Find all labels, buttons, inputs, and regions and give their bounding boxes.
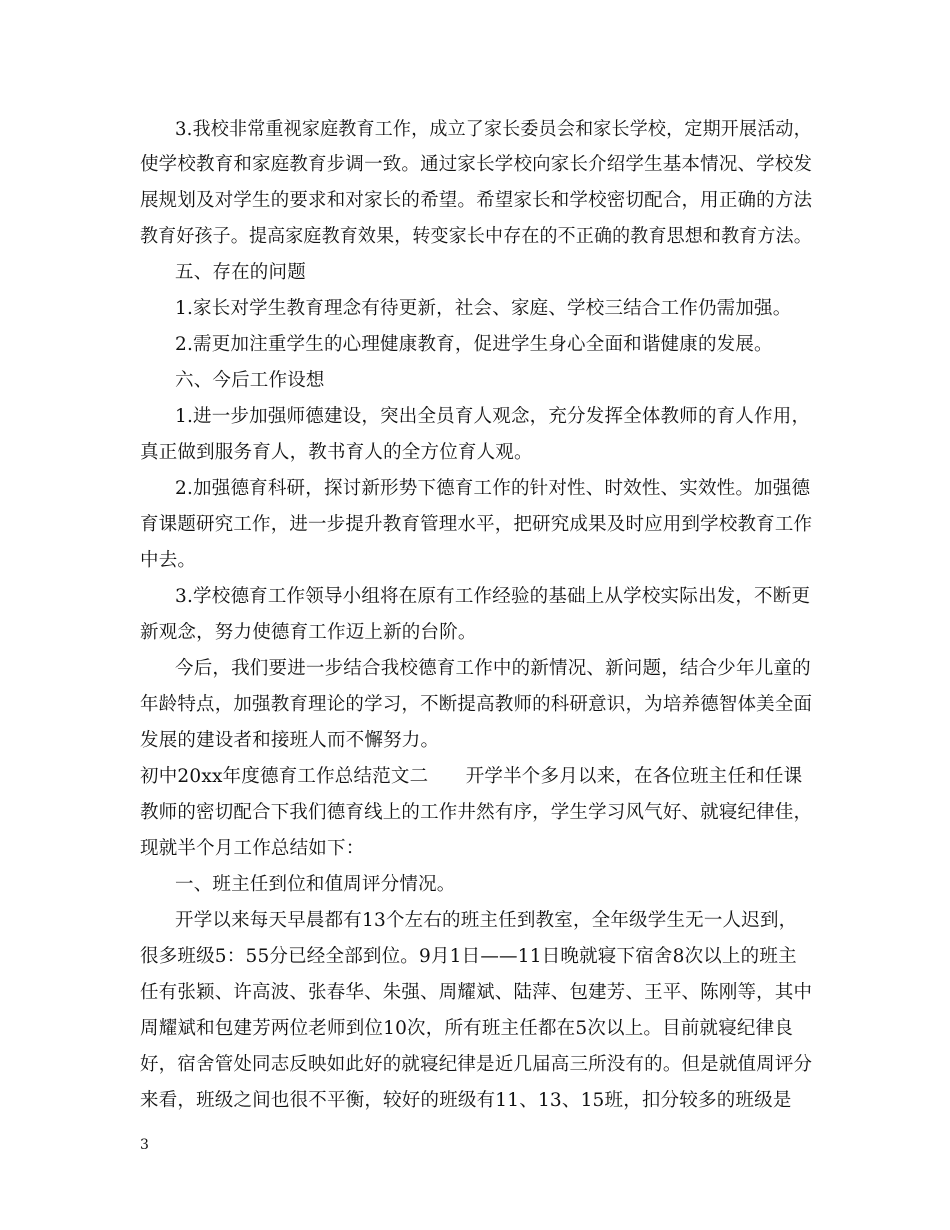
text-line: 展规划及对学生的要求和对家长的希望。希望家长和学校密切配合，用正确的方法 [140,190,813,211]
section-heading: 一、班主任到位和值周评分情况。 [175,874,456,895]
text-line: 1.家长对学生教育理念有待更新，社会、家庭、学校三结合工作仍需加强。 [175,298,792,319]
text-line: 中去。 [140,550,197,571]
text-line: 今后，我们要进一步结合我校德育工作中的新情况、新问题，结合少年儿童的 [175,658,811,679]
text-line: 使学校教育和家庭教育步调一致。通过家长学校向家长介绍学生基本情况、学校发 [140,154,813,175]
text-line: 2.需更加注重学生的心理健康教育，促进学生身心全面和谐健康的发展。 [175,334,773,355]
text-line: 3.我校非常重视家庭教育工作，成立了家长委员会和家长学校，定期开展活动， [175,119,812,140]
section-heading: 五、存在的问题 [175,262,306,283]
text-line: 发展的建设者和接班人而不懈努力。 [140,730,440,751]
text-line: 真正做到服务育人，教书育人的全方位育人观。 [140,442,533,463]
text-line: 年龄特点，加强教育理论的学习，不断提高教师的科研意识，为培养德智体美全面 [140,694,813,715]
article-title-line: 初中20xx年度德育工作总结范文二 开学半个多月以来，在各位班主任和任课 [140,766,803,787]
text-line: 很多班级5：55分已经全部到位。9月1日——11日晚就寝下宿舍8次以上的班主 [140,946,797,967]
page-number: 3 [140,1137,149,1153]
text-line: 周耀斌和包建芳两位老师到位10次，所有班主任都在5次以上。目前就寝纪律良 [140,1018,794,1039]
text-line: 新观念，努力使德育工作迈上新的台阶。 [140,622,477,643]
text-line: 教育好孩子。提高家庭教育效果，转变家长中存在的不正确的教育思想和教育方法。 [140,226,812,247]
text-line: 好，宿舍管处同志反映如此好的就寝纪律是近几届高三所没有的。但是就值周评分 [140,1054,813,1075]
text-line: 2.加强德育科研，探讨新形势下德育工作的针对性、时效性、实效性。加强德 [175,478,811,499]
text-line: 来看，班级之间也很不平衡，较好的班级有11、13、15班，扣分较多的班级是 [140,1090,792,1111]
text-line: 育课题研究工作，进一步提升教育管理水平，把研究成果及时应用到学校教育工作 [140,514,813,535]
text-line: 1.进一步加强师德建设，突出全员育人观念，充分发挥全体教师的育人作用， [175,406,811,427]
text-line: 任有张颖、许高波、张春华、朱强、周耀斌、陆萍、包建芳、王平、陈刚等，其中 [140,982,813,1003]
text-line: 现就半个月工作总结如下： [140,838,365,859]
text-line: 开学以来每天早晨都有13个左右的班主任到教室，全年级学生无一人迟到， [175,910,798,931]
text-line: 教师的密切配合下我们德育线上的工作井然有序，学生学习风气好、就寝纪律佳， [140,802,813,823]
text-line: 3.学校德育工作领导小组将在原有工作经验的基础上从学校实际出发，不断更 [175,586,811,607]
section-heading: 六、今后工作设想 [175,370,325,391]
